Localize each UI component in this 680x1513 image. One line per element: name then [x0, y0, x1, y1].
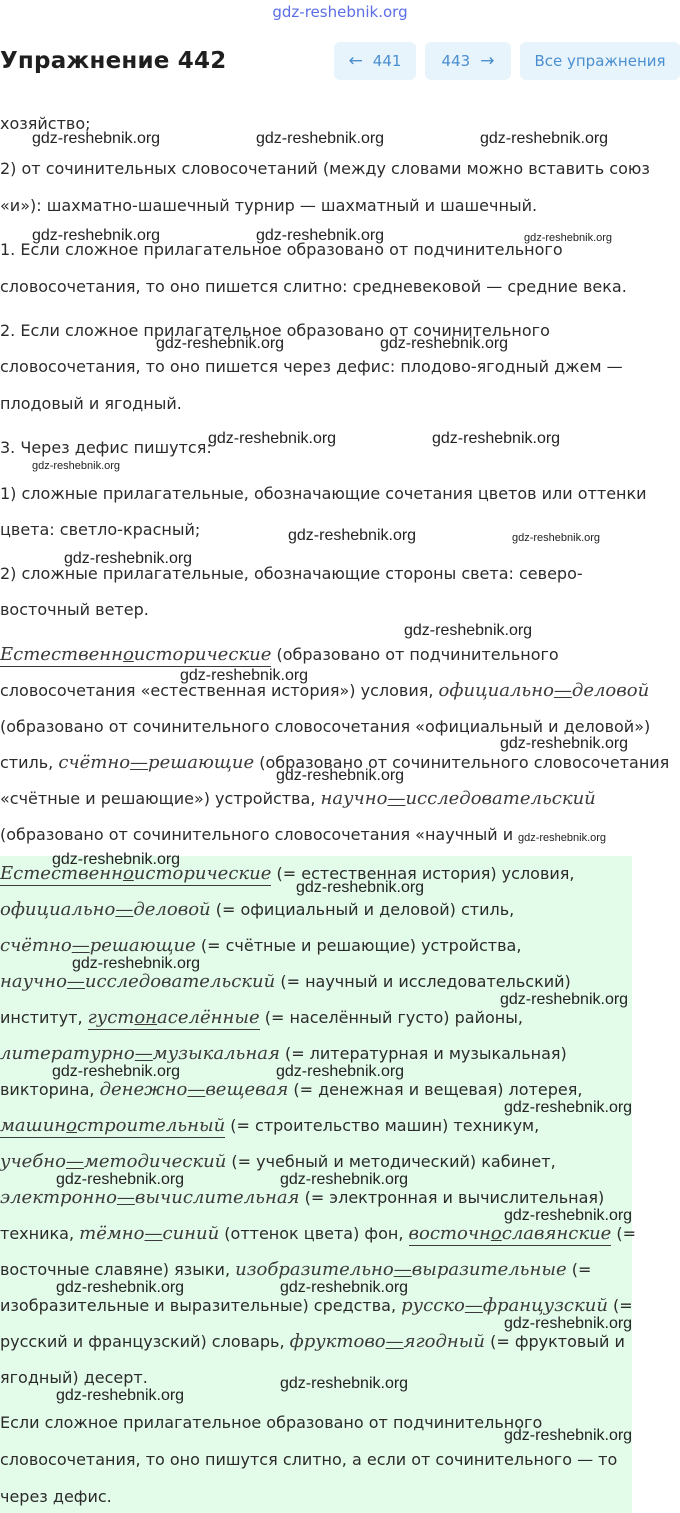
next-exercise-label: 443 [441, 52, 471, 70]
theory-line: 3. Через дефис пишутся: [0, 438, 212, 457]
theory-line: 2) от сочинительных словосочетаний (между словами можно вставить союз [0, 159, 650, 178]
watermark: gdz-reshebnik.org [504, 1315, 633, 1332]
watermark: gdz-reshebnik.org [32, 227, 161, 244]
analysis-line: Естественноисторические (образовано от подчинительного [0, 644, 559, 665]
word-example: научно—исследовательский [320, 788, 596, 809]
answer-line: техника, тёмно—синий (оттенок цвета) фон, восточнославянские (= [0, 1223, 637, 1244]
watermark: gdz-reshebnik.org [276, 1063, 405, 1080]
analysis-line: (образовано от сочинительного словосочетания «научный и [0, 825, 514, 844]
answer-line: восточные славяне) языки, изобразительно—выразительные (= [0, 1259, 592, 1280]
answer-line: через дефис. [0, 1487, 112, 1506]
answer-line: изобразительные и выразительные) средства, русско—французский (= [0, 1295, 633, 1316]
word-answer: тёмно—синий [79, 1223, 220, 1244]
answer-line: ягодный) десерт. [0, 1368, 148, 1387]
watermark: gdz-reshebnik.org [208, 430, 337, 447]
analysis-line: (образовано от сочинительного словосочетания «официальный и деловой») [0, 717, 651, 736]
watermark: gdz-reshebnik.org [56, 1387, 185, 1404]
watermark: gdz-reshebnik.org [296, 879, 425, 896]
answer-line: официально—деловой (= официальный и деловой) стиль, [0, 899, 515, 920]
watermark: gdz-reshebnik.org [56, 1171, 185, 1188]
watermark: gdz-reshebnik.org [280, 1171, 409, 1188]
theory-line: цвета: светло-красный; [0, 520, 201, 539]
word-answer: изобразительно—выразительные [235, 1259, 567, 1280]
word-answer: машиностроительный [0, 1115, 226, 1136]
watermark: gdz-reshebnik.org [404, 622, 533, 639]
word-answer: Естественноисторические [0, 863, 272, 884]
watermark: gdz-reshebnik.org [32, 460, 121, 472]
theory-line: «и»): шахматно-шашечный турнир — шахматный и шашечный. [0, 196, 538, 215]
watermark: gdz-reshebnik.org [512, 532, 601, 544]
watermark: gdz-reshebnik.org [52, 851, 181, 868]
watermark: gdz-reshebnik.org [500, 991, 629, 1008]
analysis-line: стиль, счётно—решающие (образовано от сочинительного словосочетания [0, 752, 670, 773]
word-answer: электронно—вычислительная [0, 1187, 300, 1208]
theory-line: 1) сложные прилагательные, обозначающие сочетания цветов или оттенки [0, 484, 647, 503]
watermark: gdz-reshebnik.org [256, 227, 385, 244]
site-link[interactable]: gdz-reshebnik.org [272, 3, 408, 21]
analysis-line: словосочетания «естественная история») условия, официально—деловой [0, 680, 650, 701]
analysis-line: «счётные и решающие») устройства, научно—исследовательский [0, 788, 596, 809]
word-answer: литературно—музыкальная [0, 1043, 280, 1064]
watermark: gdz-reshebnik.org [524, 232, 613, 244]
answer-line: Если сложное прилагательное образовано от подчинительного [0, 1413, 543, 1432]
watermark: gdz-reshebnik.org [518, 832, 607, 844]
word-example: счётно—решающие [58, 752, 255, 773]
watermark: gdz-reshebnik.org [52, 1063, 181, 1080]
arrow-left-icon: ← [348, 51, 363, 71]
prev-exercise-label: 441 [372, 52, 402, 70]
word-example: Естественноисторические [0, 644, 272, 665]
watermark: gdz-reshebnik.org [156, 335, 285, 352]
word-answer: фруктово—ягодный [289, 1331, 486, 1352]
watermark: gdz-reshebnik.org [64, 550, 193, 567]
watermark: gdz-reshebnik.org [280, 1375, 409, 1392]
theory-line: хозяйство; [0, 114, 91, 133]
answer-line: научно—исследовательский (= научный и исследовательский) [0, 971, 571, 992]
page-title: Упражнение 442 [0, 48, 227, 74]
word-answer: густонаселённые [87, 1007, 260, 1028]
watermark: gdz-reshebnik.org [56, 1279, 185, 1296]
watermark: gdz-reshebnik.org [72, 955, 201, 972]
theory-line: восточный ветер. [0, 600, 149, 619]
watermark: gdz-reshebnik.org [500, 735, 629, 752]
watermark: gdz-reshebnik.org [288, 527, 417, 544]
answer-line: русский и французский) словарь, фруктово—ягодный (= фруктовый и [0, 1331, 625, 1352]
theory-line: 1. Если сложное прилагательное образовано от подчинительного [0, 240, 563, 259]
answer-line: учебно—методический (= учебный и методический) кабинет, [0, 1151, 556, 1172]
all-exercises-label: Все упражнения [534, 52, 666, 70]
answer-line: литературно—музыкальная (= литературная и музыкальная) [0, 1043, 567, 1064]
watermark: gdz-reshebnik.org [32, 130, 161, 147]
theory-line: 2. Если сложное прилагательное образовано от сочинительного [0, 321, 550, 340]
watermark: gdz-reshebnik.org [504, 1099, 633, 1116]
theory-line: плодовый и ягодный. [0, 394, 182, 413]
answer-line: счётно—решающие (= счётные и решающие) устройства, [0, 935, 522, 956]
watermark: gdz-reshebnik.org [280, 1279, 409, 1296]
word-answer: счётно—решающие [0, 935, 196, 956]
answer-line: викторина, денежно—вещевая (= денежная и вещевая) лотерея, [0, 1079, 583, 1100]
watermark: gdz-reshebnik.org [380, 335, 509, 352]
answer-line: электронно—вычислительная (= электронная и вычислительная) [0, 1187, 605, 1208]
theory-line: словосочетания, то оно пишется через дефис: плодово-ягодный джем — [0, 357, 623, 376]
word-answer: русско—французский [401, 1295, 608, 1316]
watermark: gdz-reshebnik.org [256, 130, 385, 147]
answer-line: словосочетания, то оно пишутся слитно, а если от сочинительного — то [0, 1450, 618, 1469]
word-answer: восточнославянские [408, 1223, 612, 1244]
word-answer: официально—деловой [0, 899, 211, 920]
word-example: официально—деловой [438, 680, 650, 701]
answer-line: Естественноисторические (= естественная история) условия, [0, 863, 575, 884]
watermark: gdz-reshebnik.org [480, 130, 609, 147]
arrow-right-icon: → [480, 51, 495, 71]
answer-line: институт, густонаселённые (= населённый густо) районы, [0, 1007, 523, 1028]
word-answer: научно—исследовательский [0, 971, 276, 992]
watermark: gdz-reshebnik.org [432, 430, 561, 447]
theory-line: 2) сложные прилагательные, обозначающие стороны света: северо- [0, 564, 583, 583]
watermark: gdz-reshebnik.org [180, 667, 309, 684]
theory-line: словосочетания, то оно пишется слитно: средневековой — средние века. [0, 277, 627, 296]
word-answer: учебно—методический [0, 1151, 227, 1172]
word-answer: денежно—вещевая [99, 1079, 289, 1100]
watermark: gdz-reshebnik.org [504, 1427, 633, 1444]
answer-line: машиностроительный (= строительство машин) техникум, [0, 1115, 540, 1136]
watermark: gdz-reshebnik.org [276, 767, 405, 784]
watermark: gdz-reshebnik.org [504, 1207, 633, 1224]
